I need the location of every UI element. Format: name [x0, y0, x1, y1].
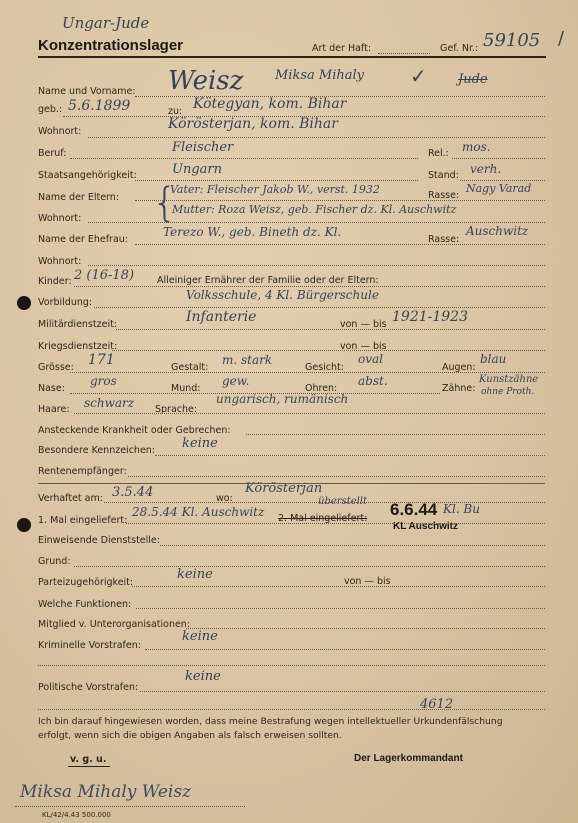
kennzeichen-label: Besondere Kennzeichen: [38, 445, 156, 456]
wohnort-value: Körösterjan, kom. Bihar [168, 116, 338, 132]
mund-value: gew. [222, 374, 250, 388]
signature-line [15, 806, 245, 807]
funktionen-line [136, 608, 545, 609]
rente-label: Rentenempfänger: [38, 466, 127, 477]
eltern-line [135, 200, 545, 201]
vgu-label: v. g. u. [70, 754, 107, 765]
birth-date: 5.6.1899 [68, 98, 131, 114]
brace-glyph: { [152, 180, 178, 226]
jude-struck: Jude [458, 72, 488, 87]
statement-line-1: Ich bin darauf hingewiesen worden, dass meine Bestrafung wegen intellektueller Urkundenfälschung [38, 716, 503, 727]
wohnort2-label: Wohnort: [38, 213, 82, 224]
stand-value: verh. [470, 162, 502, 176]
politische-value: keine [185, 669, 221, 684]
funktionen-label: Welche Funktionen: [38, 599, 132, 610]
vorbildung-value: Volksschule, 4 Kl. Bürgerschule [186, 288, 379, 302]
kriminelle-label: Kriminelle Vorstrafen: [38, 640, 141, 651]
haare-line [74, 413, 545, 414]
haare-value: schwarz [84, 396, 135, 410]
prisoner-number: 59105 [483, 30, 541, 51]
art-line [378, 53, 430, 54]
zaehne-value-2: ohne Proth. [481, 387, 535, 397]
kennzeichen-value: keine [182, 436, 218, 451]
eltern-label: Name der Eltern: [38, 192, 120, 203]
kriminelle-line-2 [38, 665, 545, 666]
nase-label: Nase: [38, 383, 65, 394]
staats-value: Ungarn [172, 162, 222, 177]
vorbildung-line [94, 307, 545, 308]
kl-auschwitz-stamp: KL Auschwitz [393, 521, 459, 532]
kennzeichen-line [155, 455, 545, 456]
mal1-line [126, 523, 545, 524]
rasse-ehefrau: Auschwitz [466, 224, 529, 238]
number-4612: 4612 [420, 697, 454, 712]
partei-line [132, 586, 545, 587]
ohren-value: abst. [358, 374, 388, 388]
dienststelle-label: Einweisende Dienststelle: [38, 535, 160, 546]
transfer-date-stamp: 6.6.44 [390, 500, 438, 519]
beruf-value: Fleischer [172, 140, 234, 155]
beruf-label: Beruf: [38, 148, 67, 159]
geb-label: geb.: [38, 104, 63, 115]
militaer-line [116, 329, 545, 330]
grund-label: Grund: [38, 556, 71, 567]
wohnort-label: Wohnort: [38, 126, 82, 137]
kriminelle-line [145, 649, 545, 650]
number-slash: / [558, 28, 565, 49]
ernaehrer-label: Alleiniger Ernährer der Familie oder der Eltern: [157, 275, 379, 286]
mund-label: Mund: [171, 383, 201, 394]
verhaftet-value: 3.5.44 [112, 485, 154, 500]
gesicht-label: Gesicht: [305, 362, 344, 373]
ehefrau-label: Name der Ehefrau: [38, 234, 129, 245]
ueberstellt-note: überstellt [318, 496, 368, 507]
sprache-value: ungarisch, rumänisch [216, 392, 349, 406]
prisoner-signature: Miksa Mihaly Weisz [20, 782, 192, 802]
wohnort3-label: Wohnort: [38, 256, 82, 267]
verhaftet-label: Verhaftet am: [38, 493, 103, 504]
print-code: KL/42/4.43 500.000 [42, 811, 111, 819]
punch-hole-bottom [17, 518, 31, 532]
partei-label: Parteizugehörigkeit: [38, 577, 134, 588]
statement-line-2: erfolgt, wenn sich die obigen Angaben als falsch erweisen sollten. [38, 730, 342, 741]
name-label: Name und Vorname: [38, 86, 136, 97]
rasse2-label: Rasse: [428, 234, 460, 245]
kinder-value: 2 (16-18) [74, 268, 135, 283]
rel-line [452, 158, 545, 159]
krieg-label: Kriegsdienstzeit: [38, 341, 118, 352]
vater-value: Vater: Fleischer Jakob W., verst. 1932 [170, 183, 380, 196]
stand-label: Stand: [428, 170, 459, 181]
wohnort3-line [88, 265, 545, 266]
augen-label: Augen: [442, 362, 476, 373]
politische-label: Politische Vorstrafen: [38, 682, 139, 693]
lagerkommandant-label: Der Lagerkommandant [354, 753, 463, 764]
krankheit-line [246, 434, 545, 435]
militaer-label: Militärdienstzeit: [38, 319, 118, 330]
gesicht-value: oval [358, 352, 383, 366]
kinder-label: Kinder: [38, 276, 72, 287]
vonbis2-label: von — bis [340, 341, 387, 352]
art-der-haft-label: Art der Haft: [312, 43, 372, 54]
mitglied-line [186, 628, 545, 629]
checkmark-icon: ✓ [410, 64, 427, 88]
surname: Weisz [168, 66, 244, 96]
vorbildung-label: Vorbildung: [38, 297, 93, 308]
politische-line-2 [38, 709, 545, 710]
politische-line [140, 691, 545, 692]
staats-label: Staatsangehörigkeit: [38, 170, 137, 181]
rasse-label: Rasse: [428, 190, 460, 201]
augen-value: blau [480, 352, 507, 366]
birth-place: Kötegyan, kom. Bihar [193, 96, 347, 112]
punch-hole-top [17, 296, 31, 310]
rel-label: Rel.: [428, 148, 449, 159]
zu-label: zu: [168, 106, 183, 117]
sprache-label: Sprache: [155, 404, 198, 415]
groesse-label: Grösse: [38, 362, 74, 373]
militaer-years: 1921-1923 [392, 309, 468, 325]
rente-line [128, 476, 545, 477]
vonbis3-label: von — bis [344, 576, 391, 587]
partei-value: keine [177, 567, 213, 582]
mutter-value: Mutter: Roza Weisz, geb. Fischer dz. Kl. Auschwitz [172, 203, 457, 216]
given-names: Miksa Mihaly [275, 68, 364, 83]
wo-label: wo: [216, 493, 233, 504]
gef-nr-label: Gef. Nr.: [440, 43, 479, 54]
groesse-value: 171 [88, 352, 115, 368]
kl-bu-note: Kl. Bu [443, 502, 480, 516]
krankheit-label: Ansteckende Krankheit oder Gebrechen: [38, 425, 231, 436]
wohnort-line [88, 137, 545, 138]
mal1-label: 1. Mal eingeliefert: [38, 515, 128, 526]
mitglied-label: Mitglied v. Unterorganisationen: [38, 619, 191, 630]
wo-value: Körösterjan [245, 481, 323, 496]
card-title: Konzentrationslager [38, 37, 184, 54]
krieg-line [112, 350, 545, 351]
ehefrau-value: Terezo W., geb. Bineth dz. Kl. [163, 225, 342, 239]
vonbis1-label: von — bis [340, 319, 387, 330]
groesse-line [70, 372, 545, 373]
kinder-line [74, 286, 545, 287]
haare-label: Haare: [38, 404, 70, 415]
mal2-label: 2. Mal eingeliefert: [278, 513, 368, 524]
beruf-line [70, 158, 418, 159]
grund-line [74, 566, 545, 567]
title-underline [38, 56, 546, 58]
stand-line [460, 180, 545, 181]
zaehne-label: Zähne: [442, 383, 476, 394]
zaehne-value: Kunstzähne [479, 374, 539, 385]
vgu-underline [68, 766, 110, 767]
rasse-eltern: Nagy Varad [466, 182, 532, 195]
ohren-label: Ohren: [305, 383, 338, 394]
rel-value: mos. [462, 140, 491, 154]
militaer-value: Infanterie [186, 309, 257, 325]
nase-value: gros [90, 374, 117, 388]
gestalt-label: Gestalt: [171, 362, 209, 373]
dienststelle-line [160, 545, 545, 546]
gestalt-value: m. stark [222, 353, 273, 367]
wohnort2-line [88, 222, 545, 223]
ungar-jude-annotation: Ungar-Jude [62, 14, 150, 32]
kriminelle-value: keine [182, 629, 218, 644]
mal1-value: 28.5.44 Kl. Auschwitz [132, 505, 265, 519]
ehefrau-line [135, 244, 545, 245]
